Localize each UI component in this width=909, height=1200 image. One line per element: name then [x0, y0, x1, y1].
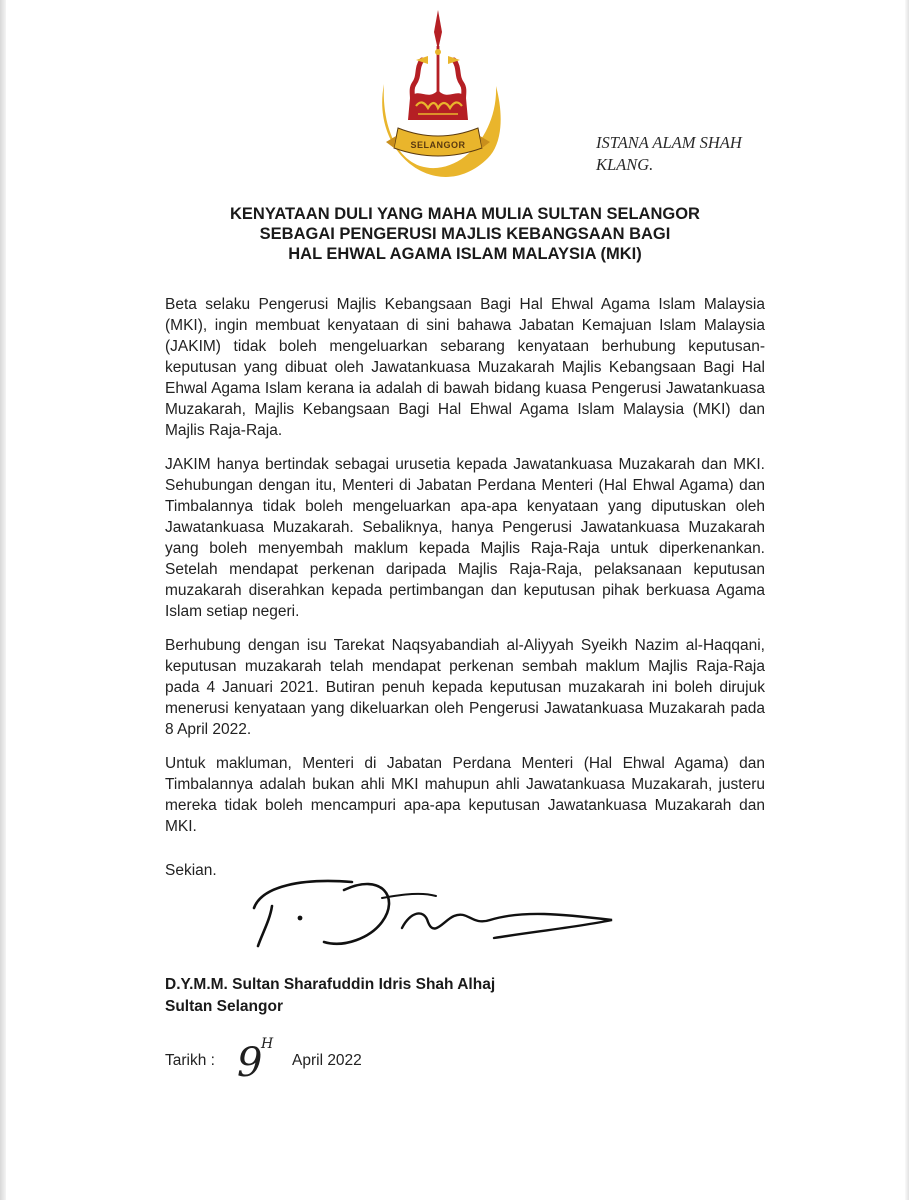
- title-line-3: HAL EHWAL AGAMA ISLAM MALAYSIA (MKI): [288, 245, 642, 263]
- paragraph-1: Beta selaku Pengerusi Majlis Kebangsaan Bagi Hal Ehwal Agama Islam Malaysia (MKI), ingin membuat kenyataan di sini bahawa Jabatan Kemajuan Islam Malaysia (JAKIM) tidak boleh mengeluarkan sebarang kenyataan berhubung keputusan-keputusan yang dibuat oleh Jawatankuasa Muzakarah Majlis Kebangsaan Bagi Hal Ehwal Agama Islam kerana ia adalah di bawah bidang kuasa Pengerusi Jawatankuasa Muzakarah, Majlis Kebangsaan Bagi Hal Ehwal Agama Islam Malaysia (MKI) dan Majlis Raja-Raja.: [165, 296, 765, 439]
- date-month-year: April 2022: [292, 1052, 362, 1069]
- paragraph-3: Berhubung dengan isu Tarekat Naqsyabandiah al-Aliyyah Syeikh Nazim al-Haqqani, keputusan muzakarah telah mendapat perkenan sembah maklum Majlis Raja-Raja pada 4 Januari 2021. Butiran penuh kepada keputusan muzakarah ini boleh dirujuk menerusi kenyataan yang dikeluarkan oleh Pengerusi Jawatankuasa Muzakarah pada 8 April 2022.: [165, 637, 765, 738]
- date-day-suffix: H: [261, 1036, 274, 1052]
- date-day-handwritten: 9: [237, 1040, 263, 1086]
- crest-banner-text: SELANGOR: [410, 140, 466, 150]
- paragraph-2: JAKIM hanya bertindak sebagai urusetia kepada Jawatankuasa Muzakarah dan MKI. Sehubungan dengan itu, Menteri di Jabatan Perdana Menteri (Hal Ehwal Agama) dan Timbalannya tidak boleh mengeluarkan apa-apa kenyataan yang diputuskan oleh Jawatankuasa Muzakarah. Sebaliknya, hanya Pengerusi Jawatankuasa Muzakarah yang boleh menyembah maklum kepada Majlis Raja-Raja untuk diperkenankan. Setelah mendapat perkenan daripada Majlis Raja-Raja, pelaksanaan keputusan muzakarah diserahkan kepada pertimbangan dan keputusan pihak berkuasa Agama Islam setiap negeri.: [165, 456, 765, 620]
- signatory-name: D.Y.M.M. Sultan Sharafuddin Idris Shah Alhaj: [165, 976, 496, 993]
- signature-icon: [232, 868, 632, 964]
- crest-emblem-icon: [370, 6, 506, 202]
- title-line-2: SEBAGAI PENGERUSI MAJLIS KEBANGSAAN BAGI: [259, 225, 671, 243]
- statement-body: [165, 294, 765, 850]
- date-line: [165, 1036, 465, 1090]
- page-edge-left: [0, 0, 6, 1200]
- address-line-1: ISTANA ALAM SHAH: [596, 133, 742, 152]
- handwritten-signature: [232, 868, 632, 964]
- date-label: Tarikh :: [165, 1052, 215, 1069]
- closing-text: Sekian.: [165, 862, 217, 879]
- address-line-2: KLANG.: [596, 155, 654, 174]
- page-edge-right: [905, 0, 909, 1200]
- document-title: [160, 204, 770, 264]
- signatory-block: [165, 974, 495, 1018]
- title-line-1: KENYATAAN DULI YANG MAHA MULIA SULTAN SELANGOR: [230, 205, 700, 223]
- selangor-crest-logo: [370, 6, 506, 202]
- sender-address: [596, 132, 742, 176]
- signatory-title: Sultan Selangor: [165, 998, 283, 1015]
- paragraph-4: Untuk makluman, Menteri di Jabatan Perdana Menteri (Hal Ehwal Agama) dan Timbalannya adalah bukan ahli MKI mahupun ahli Jawatankuasa Muzakarah, justeru mereka tidak boleh mencampuri apa-apa keputusan Jawatankuasa Muzakarah dan MKI.: [165, 755, 765, 835]
